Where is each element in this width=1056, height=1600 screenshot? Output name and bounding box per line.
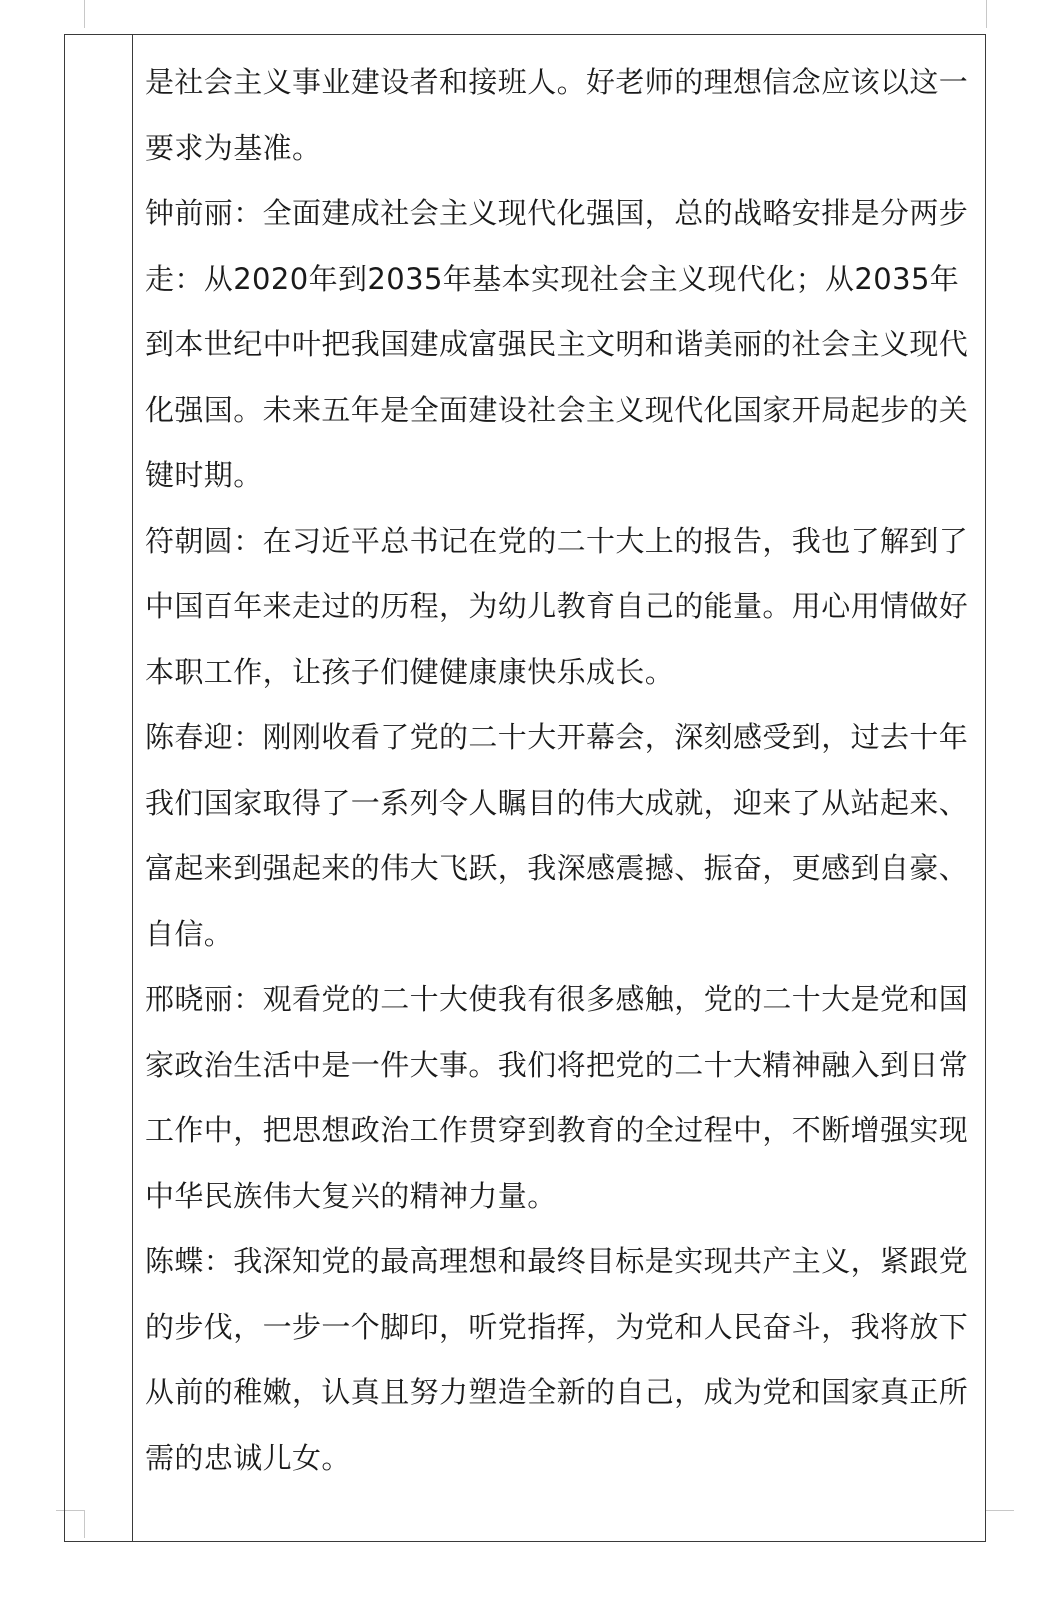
paragraph-fu-chaoyuan: 符朝圆：在习近平总书记在党的二十大上的报告，我也了解到了中国百年来走过的历程，为幼儿教育自己的能量。用心用情做好本职工作，让孩子们健健康康快乐成长。: [145, 523, 969, 689]
document-table: [64, 34, 986, 1542]
crop-mark-top-left: [84, 0, 85, 28]
table-content-cell: [145, 50, 977, 1491]
table-label-column: [65, 35, 133, 1541]
paragraph-xing-xiaoli: 邢晓丽：观看党的二十大使我有很多感触，党的二十大是党和国家政治生活中是一件大事。我们将把党的二十大精神融入到日常工作中，把思想政治工作贯穿到教育的全过程中，不断增强实现中华民族伟大复兴的精神力量。: [145, 982, 969, 1213]
paragraph-zhong-qianli: 钟前丽：全面建成社会主义现代化强国，总的战略安排是分两步走：从2020年到2035年基本实现社会主义现代化；从2035年到本世纪中叶把我国建成富强民主文明和谐美丽的社会主义现代化强国。未来五年是全面建设社会主义现代化国家开局起步的关键时期。: [145, 196, 969, 492]
crop-mark-top-right: [986, 0, 987, 28]
paragraph-chen-chunying: 陈春迎：刚刚收看了党的二十大开幕会，深刻感受到，过去十年我们国家取得了一系列令人瞩目的伟大成就，迎来了从站起来、富起来到强起来的伟大飞跃，我深感震撼、振奋，更感到自豪、自信。: [145, 720, 969, 951]
paragraph-chen-die: 陈蝶：我深知党的最高理想和最终目标是实现共产主义，紧跟党的步伐，一步一个脚印，听党指挥，为党和人民奋斗，我将放下从前的稚嫩，认真且努力塑造全新的自己，成为党和国家真正所需的忠诚儿女。: [145, 1244, 969, 1475]
crop-mark-bottom-right: [986, 1510, 1014, 1511]
paragraph-intro: 是社会主义事业建设者和接班人。好老师的理想信念应该以这一要求为基准。: [145, 65, 969, 165]
